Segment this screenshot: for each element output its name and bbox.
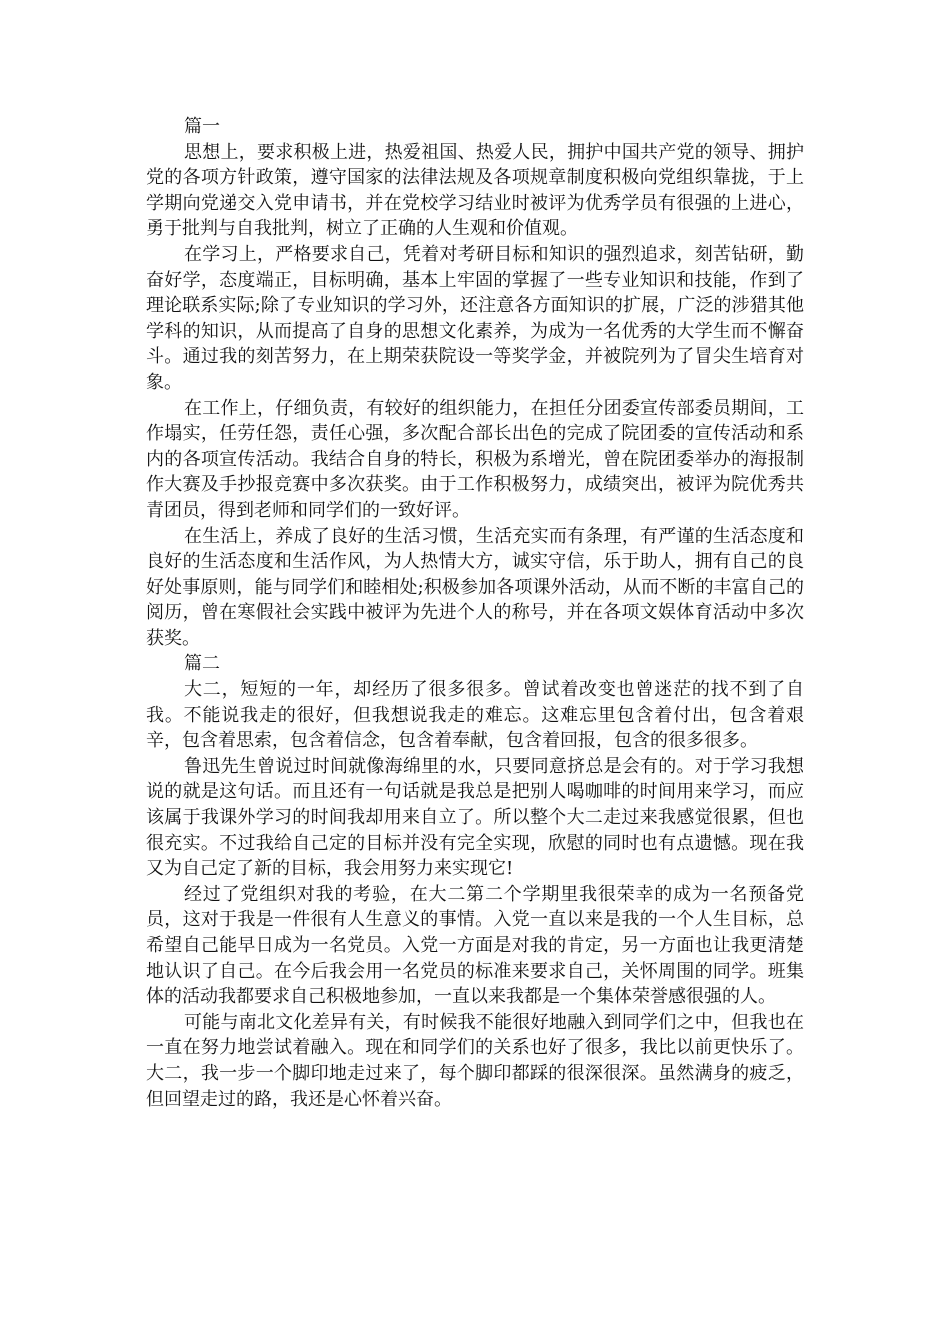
paragraph: 思想上，要求积极上进，热爱祖国、热爱人民，拥护中国共产党的领导、拥护党的各项方针政策，遵守国家的法律法规及各项规章制度积极向党组织靠拢，于上学期向党递交入党申请书，并在党校学习结业时被评为优秀学员有很强的上进心，勇于批判与自我批判，树立了正确的人生观和价值观。 [146, 141, 804, 240]
paragraph: 在工作上，仔细负责，有较好的组织能力，在担任分团委宣传部委员期间，工作塌实，任劳任怨，责任心强，多次配合部长出色的完成了院团委的宣传活动和系内的各项宣传活动。我结合自身的特长，积极为系增光，曾在院团委举办的海报制作大赛及手抄报竞赛中多次获奖。由于工作积极努力，成绩突出，被评为院优秀共青团员，得到老师和同学们的一致好评。 [146, 397, 804, 521]
section-1 [146, 114, 804, 651]
paragraph: 经过了党组织对我的考验，在大二第二个学期里我很荣幸的成为一名预备党员，这对于我是一件很有人生意义的事情。入党一直以来是我的一个人生目标，总希望自己能早日成为一名党员。入党一方面是对我的肯定，另一方面也让我更清楚地认识了自己。在今后我会用一名党员的标准来要求自己，关怀周围的同学。班集体的活动我都要求自己积极地参加，一直以来我都是一个集体荣誉感很强的人。 [146, 883, 804, 1008]
section-heading: 篇二 [184, 653, 220, 675]
document-body [146, 114, 804, 1112]
paragraph: 大二，短短的一年，却经历了很多很多。曾试着改变也曾迷茫的找不到了自我。不能说我走的很好，但我想说我走的难忘。这难忘里包含着付出，包含着艰辛，包含着思索，包含着信念，包含着奉献，包含着回报，包含的很多很多。 [146, 679, 804, 752]
section-2 [146, 651, 804, 1112]
paragraph: 可能与南北文化差异有关，有时候我不能很好地融入到同学们之中，但我也在一直在努力地尝试着融入。现在和同学们的关系也好了很多，我比以前更快乐了。大二，我一步一个脚印地走过来了，每个脚印都踩的很深很深。虽然满身的疲乏，但回望走过的路，我还是心怀着兴奋。 [146, 1011, 804, 1110]
paragraph: 鲁迅先生曾说过时间就像海绵里的水，只要同意挤总是会有的。对于学习我想说的就是这句话。而且还有一句话就是我总是把别人喝咖啡的时间用来学习，而应该属于我课外学习的时间我却用来自立了。所以整个大二走过来我感觉很累，但也很充实。不过我给自己定的目标并没有完全实现，欣慰的同时也有点遗憾。现在我又为自己定了新的目标，我会用努力来实现它! [146, 755, 804, 880]
paragraph: 在生活上，养成了良好的生活习惯，生活充实而有条理，有严谨的生活态度和良好的生活态度和生活作风，为人热情大方，诚实守信，乐于助人，拥有自己的良好处事原则，能与同学们和睦相处;积极参加各项课外活动，从而不断的丰富自己的阅历，曾在寒假社会实践中被评为先进个人的称号，并在各项文娱体育活动中多次获奖。 [146, 525, 804, 649]
paragraph: 在学习上，严格要求自己，凭着对考研目标和知识的强烈追求，刻苦钻研，勤奋好学，态度端正，目标明确，基本上牢固的掌握了一些专业知识和技能，作到了理论联系实际;除了专业知识的学习外，还注意各方面知识的扩展，广泛的涉猎其他学科的知识，从而提高了自身的思想文化素养，为成为一名优秀的大学生而不懈奋斗。通过我的刻苦努力，在上期荣获院设一等奖学金，并被院列为了冒尖生培育对象。 [146, 243, 804, 393]
section-heading: 篇一 [184, 116, 220, 137]
